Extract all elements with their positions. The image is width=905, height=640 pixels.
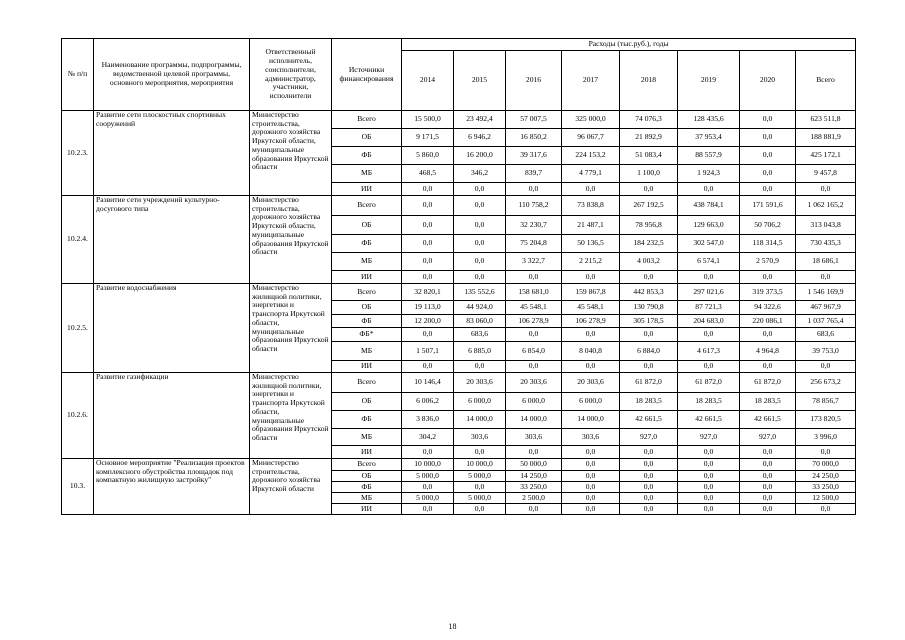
total-value: 1 037 765,4 xyxy=(796,315,856,328)
page-number: 18 xyxy=(448,622,457,631)
item-number: 10.2.3. xyxy=(62,111,94,196)
year-value: 0,0 xyxy=(740,471,796,482)
year-value: 0,0 xyxy=(620,471,678,482)
year-value: 74 076,3 xyxy=(620,111,678,129)
year-value: 0,0 xyxy=(402,361,454,373)
year-value: 0,0 xyxy=(402,183,454,196)
year-value: 0,0 xyxy=(620,504,678,515)
year-value: 224 153,2 xyxy=(562,147,620,165)
year-value: 0,0 xyxy=(678,183,740,196)
year-value: 0,0 xyxy=(678,459,740,471)
header-num: № п/п xyxy=(62,39,94,111)
year-value: 4 003,2 xyxy=(620,253,678,271)
year-value: 0,0 xyxy=(402,328,454,342)
year-value: 0,0 xyxy=(402,196,454,216)
year-value: 5 000,0 xyxy=(402,493,454,504)
year-value: 6 574,1 xyxy=(678,253,740,271)
year-value: 3 836,0 xyxy=(402,411,454,429)
year-value: 0,0 xyxy=(740,147,796,165)
year-value: 0,0 xyxy=(620,459,678,471)
funding-source: ОБ xyxy=(332,393,402,411)
total-value: 0,0 xyxy=(796,361,856,373)
total-value: 188 881,9 xyxy=(796,129,856,147)
year-value: 6 006,2 xyxy=(402,393,454,411)
funding-source: ОБ xyxy=(332,129,402,147)
total-value: 24 250,0 xyxy=(796,471,856,482)
year-value: 21 892,9 xyxy=(620,129,678,147)
year-value: 33 250,0 xyxy=(506,482,562,493)
total-value: 1 062 165,2 xyxy=(796,196,856,216)
year-value: 0,0 xyxy=(620,183,678,196)
year-value: 106 278,9 xyxy=(562,315,620,328)
year-value: 42 661,5 xyxy=(740,411,796,429)
year-value: 39 317,6 xyxy=(506,147,562,165)
total-value: 0,0 xyxy=(796,271,856,284)
funding-source: Всего xyxy=(332,459,402,471)
year-value: 204 683,0 xyxy=(678,315,740,328)
funding-source: ФБ* xyxy=(332,328,402,342)
year-value: 0,0 xyxy=(740,165,796,183)
total-value: 0,0 xyxy=(796,446,856,459)
year-value: 927,0 xyxy=(740,429,796,446)
year-value: 6 884,0 xyxy=(620,342,678,361)
year-value: 305 178,5 xyxy=(620,315,678,328)
funding-source: МБ xyxy=(332,342,402,361)
year-value: 5 000,0 xyxy=(454,471,506,482)
total-value: 313 043,8 xyxy=(796,216,856,235)
funding-source: ФБ xyxy=(332,315,402,328)
header-year: 2015 xyxy=(454,51,506,111)
item-name: Развитие сети плоскостных спортивных сооружений xyxy=(94,111,250,196)
year-value: 0,0 xyxy=(620,446,678,459)
year-value: 5 860,0 xyxy=(402,147,454,165)
year-value: 9 171,5 xyxy=(402,129,454,147)
table-row xyxy=(62,111,856,129)
year-value: 44 924,0 xyxy=(454,301,506,315)
year-value: 220 086,1 xyxy=(740,315,796,328)
year-value: 1 924,3 xyxy=(678,165,740,183)
year-value: 0,0 xyxy=(402,271,454,284)
year-value: 135 552,6 xyxy=(454,284,506,301)
item-responsible: Министерство строительства, дорожного хозяйства Иркутской области, муниципальные образования Иркутской области xyxy=(250,111,332,196)
year-value: 0,0 xyxy=(562,504,620,515)
funding-source: ОБ xyxy=(332,301,402,315)
year-value: 129 663,0 xyxy=(678,216,740,235)
year-value: 20 303,6 xyxy=(454,373,506,393)
year-value: 32 230,7 xyxy=(506,216,562,235)
funding-source: ИИ xyxy=(332,504,402,515)
year-value: 10 146,4 xyxy=(402,373,454,393)
header-responsible: Ответственный исполнитель, соисполнители, администратор, участники, исполнители xyxy=(250,39,332,111)
year-value: 0,0 xyxy=(402,216,454,235)
year-value: 158 681,0 xyxy=(506,284,562,301)
header-year: 2020 xyxy=(740,51,796,111)
year-value: 50 000,0 xyxy=(506,459,562,471)
funding-source: Всего xyxy=(332,196,402,216)
year-value: 73 838,8 xyxy=(562,196,620,216)
year-value: 10 000,0 xyxy=(402,459,454,471)
table-row xyxy=(62,196,856,216)
year-value: 346,2 xyxy=(454,165,506,183)
year-value: 0,0 xyxy=(454,216,506,235)
item-name: Развитие газификации xyxy=(94,373,250,459)
item-name: Основное мероприятие "Реализация проектов комплексного обустройства площадок под компактную жилищную застройку" xyxy=(94,459,250,515)
year-value: 0,0 xyxy=(740,493,796,504)
funding-source: ФБ xyxy=(332,482,402,493)
total-value: 467 967,9 xyxy=(796,301,856,315)
budget-table xyxy=(61,38,856,515)
year-value: 50 706,2 xyxy=(740,216,796,235)
year-value: 0,0 xyxy=(454,482,506,493)
year-value: 6 854,0 xyxy=(506,342,562,361)
total-value: 623 511,8 xyxy=(796,111,856,129)
year-value: 0,0 xyxy=(454,235,506,253)
year-value: 12 200,0 xyxy=(402,315,454,328)
year-value: 0,0 xyxy=(562,471,620,482)
year-value: 18 283,5 xyxy=(740,393,796,411)
year-value: 42 661,5 xyxy=(620,411,678,429)
funding-source: ФБ xyxy=(332,235,402,253)
year-value: 61 872,0 xyxy=(620,373,678,393)
year-value: 0,0 xyxy=(402,253,454,271)
year-value: 325 000,0 xyxy=(562,111,620,129)
header-year: 2014 xyxy=(402,51,454,111)
year-value: 1 100,0 xyxy=(620,165,678,183)
total-value: 78 856,7 xyxy=(796,393,856,411)
year-value: 4 964,8 xyxy=(740,342,796,361)
year-value: 4 779,1 xyxy=(562,165,620,183)
year-value: 303,6 xyxy=(506,429,562,446)
year-value: 0,0 xyxy=(506,271,562,284)
year-value: 0,0 xyxy=(740,504,796,515)
total-value: 0,0 xyxy=(796,504,856,515)
table-header xyxy=(62,39,856,111)
total-value: 3 996,0 xyxy=(796,429,856,446)
year-value: 267 192,5 xyxy=(620,196,678,216)
year-value: 78 956,8 xyxy=(620,216,678,235)
year-value: 0,0 xyxy=(506,504,562,515)
year-value: 75 204,8 xyxy=(506,235,562,253)
header-total: Всего xyxy=(796,51,856,111)
item-responsible: Министерство строительства, дорожного хозяйства Иркутской области xyxy=(250,459,332,515)
total-value: 173 820,5 xyxy=(796,411,856,429)
year-value: 0,0 xyxy=(740,328,796,342)
year-value: 0,0 xyxy=(562,328,620,342)
year-value: 927,0 xyxy=(678,429,740,446)
funding-source: МБ xyxy=(332,165,402,183)
year-value: 0,0 xyxy=(454,271,506,284)
year-value: 304,2 xyxy=(402,429,454,446)
year-value: 0,0 xyxy=(740,111,796,129)
year-value: 0,0 xyxy=(454,196,506,216)
year-value: 0,0 xyxy=(678,482,740,493)
year-value: 0,0 xyxy=(678,493,740,504)
year-value: 468,5 xyxy=(402,165,454,183)
funding-source: ИИ xyxy=(332,183,402,196)
item-responsible: Министерство жилищной политики, энергетики и транспорта Иркутской области, муниципальные образования Иркутской области xyxy=(250,373,332,459)
year-value: 18 283,5 xyxy=(678,393,740,411)
year-value: 128 435,6 xyxy=(678,111,740,129)
year-value: 45 548,1 xyxy=(562,301,620,315)
year-value: 0,0 xyxy=(506,183,562,196)
year-value: 927,0 xyxy=(620,429,678,446)
year-value: 0,0 xyxy=(678,471,740,482)
table-row xyxy=(62,459,856,471)
year-value: 0,0 xyxy=(678,361,740,373)
funding-source: Всего xyxy=(332,111,402,129)
funding-source: Всего xyxy=(332,373,402,393)
year-value: 0,0 xyxy=(620,328,678,342)
year-value: 0,0 xyxy=(678,271,740,284)
year-value: 0,0 xyxy=(506,328,562,342)
total-value: 18 686,1 xyxy=(796,253,856,271)
year-value: 0,0 xyxy=(740,459,796,471)
year-value: 2 215,2 xyxy=(562,253,620,271)
year-value: 2 570,9 xyxy=(740,253,796,271)
year-value: 0,0 xyxy=(740,482,796,493)
year-value: 14 000,0 xyxy=(506,411,562,429)
year-value: 20 303,6 xyxy=(562,373,620,393)
year-value: 0,0 xyxy=(740,183,796,196)
year-value: 61 872,0 xyxy=(678,373,740,393)
year-value: 171 591,6 xyxy=(740,196,796,216)
year-value: 6 000,0 xyxy=(454,393,506,411)
year-value: 0,0 xyxy=(620,361,678,373)
year-value: 0,0 xyxy=(454,504,506,515)
total-value: 730 435,3 xyxy=(796,235,856,253)
item-number: 10.2.5. xyxy=(62,284,94,373)
total-value: 33 250,0 xyxy=(796,482,856,493)
year-value: 0,0 xyxy=(740,129,796,147)
funding-source: ИИ xyxy=(332,446,402,459)
year-value: 0,0 xyxy=(740,361,796,373)
year-value: 0,0 xyxy=(620,482,678,493)
year-value: 0,0 xyxy=(562,482,620,493)
funding-source: ИИ xyxy=(332,361,402,373)
year-value: 0,0 xyxy=(402,482,454,493)
total-value: 425 172,1 xyxy=(796,147,856,165)
header-name: Наименование программы, подпрограммы, ведомственной целевой программы, основного мероприятия, мероприятия xyxy=(94,39,250,111)
year-value: 303,6 xyxy=(454,429,506,446)
total-value: 12 500,0 xyxy=(796,493,856,504)
year-value: 0,0 xyxy=(454,253,506,271)
year-value: 14 000,0 xyxy=(562,411,620,429)
year-value: 50 136,5 xyxy=(562,235,620,253)
year-value: 37 953,4 xyxy=(678,129,740,147)
year-value: 5 000,0 xyxy=(454,493,506,504)
header-year: 2017 xyxy=(562,51,620,111)
year-value: 96 067,7 xyxy=(562,129,620,147)
item-name: Развитие сети учреждений культурно-досугового типа xyxy=(94,196,250,284)
year-value: 45 548,1 xyxy=(506,301,562,315)
item-responsible: Министерство строительства, дорожного хозяйства Иркутской области, муниципальные образования Иркутской области xyxy=(250,196,332,284)
header-year: 2016 xyxy=(506,51,562,111)
funding-source: МБ xyxy=(332,429,402,446)
year-value: 319 373,5 xyxy=(740,284,796,301)
funding-source: ОБ xyxy=(332,471,402,482)
year-value: 32 820,1 xyxy=(402,284,454,301)
funding-source: ФБ xyxy=(332,411,402,429)
year-value: 0,0 xyxy=(678,446,740,459)
year-value: 14 250,0 xyxy=(506,471,562,482)
total-value: 0,0 xyxy=(796,183,856,196)
item-number: 10.3. xyxy=(62,459,94,515)
year-value: 16 850,2 xyxy=(506,129,562,147)
year-value: 6 000,0 xyxy=(506,393,562,411)
year-value: 0,0 xyxy=(678,328,740,342)
year-value: 88 557,9 xyxy=(678,147,740,165)
year-value: 0,0 xyxy=(454,446,506,459)
funding-source: ФБ xyxy=(332,147,402,165)
year-value: 61 872,0 xyxy=(740,373,796,393)
item-name: Развитие водоснабжения xyxy=(94,284,250,373)
year-value: 303,6 xyxy=(562,429,620,446)
year-value: 8 040,8 xyxy=(562,342,620,361)
year-value: 23 492,4 xyxy=(454,111,506,129)
year-value: 118 314,5 xyxy=(740,235,796,253)
year-value: 0,0 xyxy=(402,446,454,459)
year-value: 18 283,5 xyxy=(620,393,678,411)
year-value: 0,0 xyxy=(562,446,620,459)
year-value: 6 000,0 xyxy=(562,393,620,411)
year-value: 0,0 xyxy=(506,361,562,373)
year-value: 130 790,8 xyxy=(620,301,678,315)
year-value: 839,7 xyxy=(506,165,562,183)
year-value: 0,0 xyxy=(620,493,678,504)
year-value: 21 487,1 xyxy=(562,216,620,235)
year-value: 184 232,5 xyxy=(620,235,678,253)
year-value: 683,6 xyxy=(454,328,506,342)
total-value: 39 753,0 xyxy=(796,342,856,361)
year-value: 0,0 xyxy=(454,361,506,373)
year-value: 0,0 xyxy=(562,459,620,471)
year-value: 6 946,2 xyxy=(454,129,506,147)
year-value: 442 853,3 xyxy=(620,284,678,301)
table-body xyxy=(62,111,856,515)
year-value: 0,0 xyxy=(562,271,620,284)
year-value: 6 885,0 xyxy=(454,342,506,361)
year-value: 83 060,0 xyxy=(454,315,506,328)
year-value: 87 721,3 xyxy=(678,301,740,315)
item-number: 10.2.6. xyxy=(62,373,94,459)
header-year: 2018 xyxy=(620,51,678,111)
year-value: 10 000,0 xyxy=(454,459,506,471)
header-sources: Источники финансирования xyxy=(332,39,402,111)
year-value: 0,0 xyxy=(678,504,740,515)
funding-source: МБ xyxy=(332,253,402,271)
year-value: 3 322,7 xyxy=(506,253,562,271)
funding-source: Всего xyxy=(332,284,402,301)
item-number: 10.2.4. xyxy=(62,196,94,284)
year-value: 19 113,0 xyxy=(402,301,454,315)
year-value: 106 278,9 xyxy=(506,315,562,328)
year-value: 110 758,2 xyxy=(506,196,562,216)
year-value: 2 500,0 xyxy=(506,493,562,504)
year-value: 0,0 xyxy=(506,446,562,459)
table-row xyxy=(62,373,856,393)
total-value: 9 457,8 xyxy=(796,165,856,183)
year-value: 4 617,3 xyxy=(678,342,740,361)
year-value: 14 000,0 xyxy=(454,411,506,429)
year-value: 5 000,0 xyxy=(402,471,454,482)
year-value: 297 021,6 xyxy=(678,284,740,301)
year-value: 0,0 xyxy=(740,446,796,459)
header-year: 2019 xyxy=(678,51,740,111)
year-value: 1 507,1 xyxy=(402,342,454,361)
year-value: 0,0 xyxy=(562,183,620,196)
year-value: 302 547,0 xyxy=(678,235,740,253)
year-value: 57 007,5 xyxy=(506,111,562,129)
year-value: 42 661,5 xyxy=(678,411,740,429)
header-expenses: Расходы (тыс.руб.), годы xyxy=(402,39,856,51)
funding-source: ИИ xyxy=(332,271,402,284)
funding-source: МБ xyxy=(332,493,402,504)
year-value: 0,0 xyxy=(562,493,620,504)
year-value: 159 867,8 xyxy=(562,284,620,301)
year-value: 0,0 xyxy=(740,271,796,284)
year-value: 15 500,0 xyxy=(402,111,454,129)
total-value: 70 000,0 xyxy=(796,459,856,471)
year-value: 438 784,1 xyxy=(678,196,740,216)
year-value: 0,0 xyxy=(402,235,454,253)
funding-source: ОБ xyxy=(332,216,402,235)
total-value: 256 673,2 xyxy=(796,373,856,393)
year-value: 0,0 xyxy=(454,183,506,196)
item-responsible: Министерство жилищной политики, энергетики и транспорта Иркутской области, муниципальные образования Иркутской области xyxy=(250,284,332,373)
total-value: 683,6 xyxy=(796,328,856,342)
year-value: 0,0 xyxy=(402,504,454,515)
year-value: 51 083,4 xyxy=(620,147,678,165)
year-value: 0,0 xyxy=(620,271,678,284)
year-value: 94 322,6 xyxy=(740,301,796,315)
year-value: 16 200,0 xyxy=(454,147,506,165)
year-value: 20 303,6 xyxy=(506,373,562,393)
year-value: 0,0 xyxy=(562,361,620,373)
total-value: 1 546 169,9 xyxy=(796,284,856,301)
table-row xyxy=(62,284,856,301)
